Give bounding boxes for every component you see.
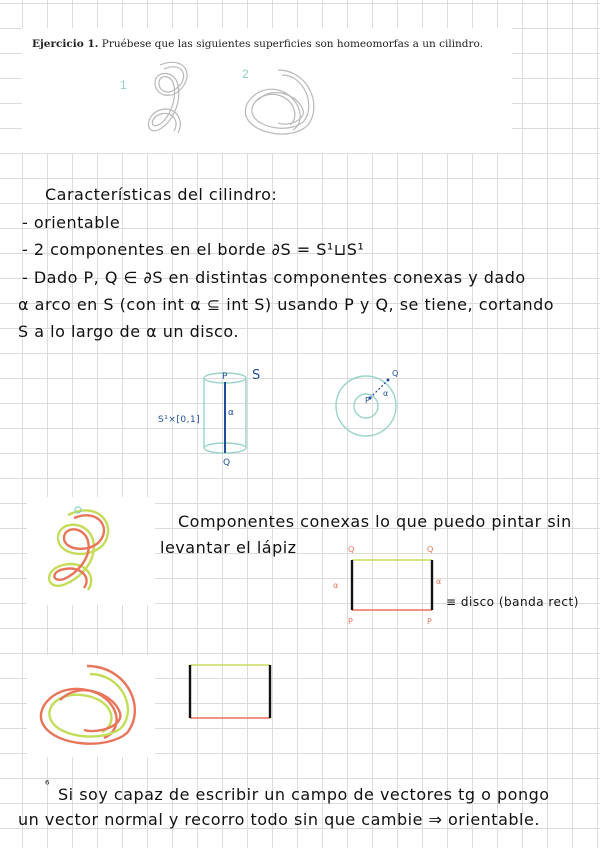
rect-label-p-right: P (427, 617, 433, 626)
cylinder-label-p: P (222, 372, 228, 382)
rect-label-p-left: P (348, 617, 354, 626)
rect-caption: ≡ disco (banda rect) (446, 595, 579, 609)
annulus-drawing (328, 370, 408, 445)
footnote-mark: ⁶ (45, 778, 50, 791)
rectangle-drawing-2 (182, 660, 277, 725)
colored-knot-figure-2 (32, 658, 157, 753)
exercise-title (32, 38, 483, 50)
cylinder-label-q: Q (223, 458, 231, 468)
rect-label-alpha-left: α (333, 581, 339, 590)
connected-line-2: levantar el lápiz (160, 538, 297, 557)
note-item-components: - 2 componentes en el borde ∂S = S¹⊔S¹ (22, 240, 365, 259)
footer-line-2: un vector normal y recorro todo sin que cambie ⇒ orientable. (18, 810, 540, 829)
knotted-band-figure-2 (238, 65, 328, 140)
note-item-orientable: - orientable (22, 213, 121, 232)
connected-line-1: Componentes conexas lo que puedo pintar sin (178, 512, 572, 531)
annulus-label-alpha: α (383, 389, 389, 398)
note-continuation-1: α arco en S (con int α ⊆ int S) usando P y Q, se tiene, cortando (18, 295, 555, 314)
note-continuation-2: S a lo largo de α un disco. (18, 322, 239, 341)
cylinder-label-s: S (252, 368, 261, 383)
annulus-label-q: Q (392, 369, 399, 378)
rectangle-drawing (340, 555, 440, 615)
notes-heading: Características del cilindro: (45, 185, 278, 204)
colored-knot-figure-1 (38, 500, 128, 600)
rect-label-q-left: Q (348, 545, 355, 554)
cylinder-label-alpha: α (228, 408, 235, 418)
footer-line-1: Si soy capaz de escribir un campo de vectores tg o pongo (58, 785, 550, 804)
cylinder-label-product: S¹×[0,1] (158, 415, 201, 425)
annulus-label-p: P (365, 396, 371, 405)
knotted-band-figure-1 (140, 55, 200, 140)
exercise-label: Ejercicio 1. (32, 38, 99, 50)
rect-label-q-right: Q (427, 545, 434, 554)
rect-label-alpha-right: α (436, 577, 442, 586)
figure-number-2: 2 (242, 67, 249, 81)
note-item-given: - Dado P, Q ∈ ∂S en distintas componentes conexas y dado (22, 268, 526, 287)
figure-number-1: 1 (120, 78, 127, 92)
exercise-statement: Pruébese que las siguientes superficies son homeomorfas a un cilindro. (101, 38, 484, 50)
